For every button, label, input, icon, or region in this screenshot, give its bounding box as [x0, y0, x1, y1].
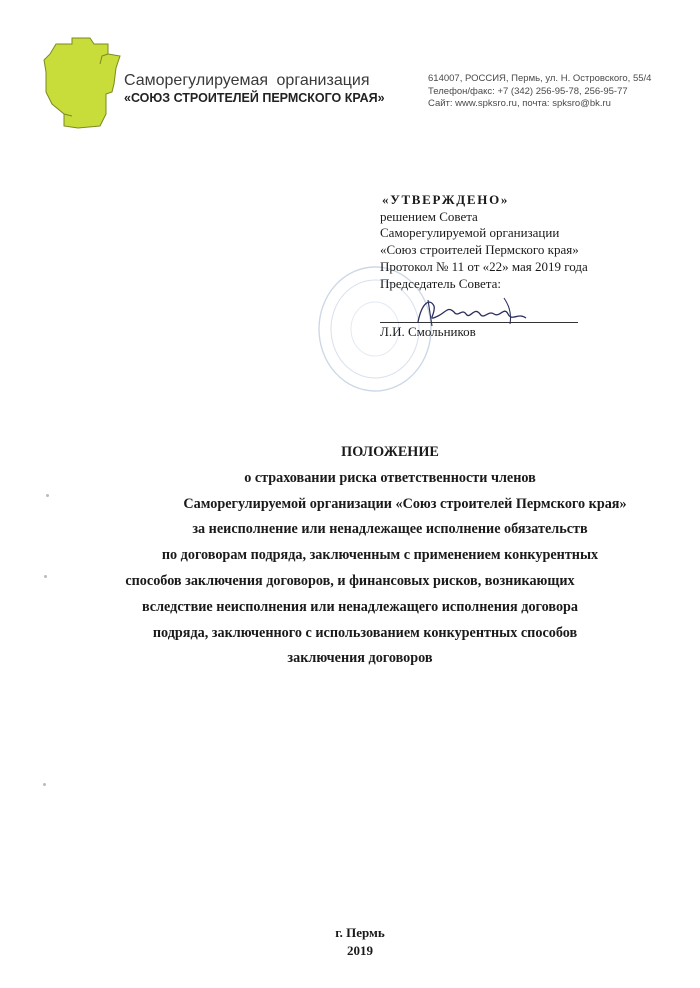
approval-heading: «УТВЕРЖДЕНО» [382, 192, 510, 207]
site-email-text: Сайт: www.spksro.ru, почта: spksro@bk.ru [428, 98, 611, 109]
footer-block [0, 924, 700, 960]
approval-line-3: «Союз строителей Пермского края» [380, 242, 579, 258]
organization-logo [42, 34, 122, 132]
org-name: Саморегулируемая организация [124, 72, 370, 89]
approval-chair-label: Председатель Совета: [380, 275, 502, 291]
title-line: о страховании риска ответственности членов [244, 469, 536, 486]
title-line: заключения договоров [287, 650, 433, 667]
footer-city: г. Пермь [335, 925, 385, 940]
scan-speck [46, 494, 49, 497]
title-line: по договорам подряда, заключенным с применением конкурентных [161, 547, 599, 564]
address-text: 614007, РОССИЯ, Пермь, ул. Н. Островского, 55/4 [428, 73, 652, 84]
title-line: Саморегулируемой организации «Союз строителей Пермского края» [183, 495, 627, 512]
scan-speck [43, 783, 46, 786]
org-full-name: «СОЮЗ СТРОИТЕЛЕЙ ПЕРМСКОГО КРАЯ» [124, 91, 385, 105]
approval-protocol: Протокол № 11 от «22» мая 2019 года [380, 258, 588, 274]
approval-block [380, 192, 588, 292]
signature-line [380, 322, 578, 323]
title-line: подряда, заключенного с использованием конкурентных способов [152, 624, 578, 641]
approval-line-1: решением Совета [380, 208, 478, 224]
title-line: способов заключения договоров, и финансовых рисков, возникающих [125, 572, 575, 589]
signer-name: Л.И. Смольников [380, 324, 476, 339]
contacts-block [428, 73, 651, 111]
scan-speck [44, 575, 47, 578]
approval-line-2: Саморегулируемой организации [380, 225, 560, 241]
document-title: ПОЛОЖЕНИЕ [341, 444, 439, 460]
footer-year: 2019 [347, 943, 373, 958]
document-title-block [60, 440, 700, 672]
title-line: вследствие неисполнения или ненадлежащего исполнения договора [141, 598, 579, 615]
title-line: за неисполнение или ненадлежащее исполнение обязательств [192, 521, 588, 538]
phone-text: Телефон/факс: +7 (342) 256-95-78, 256-95-77 [428, 85, 628, 97]
